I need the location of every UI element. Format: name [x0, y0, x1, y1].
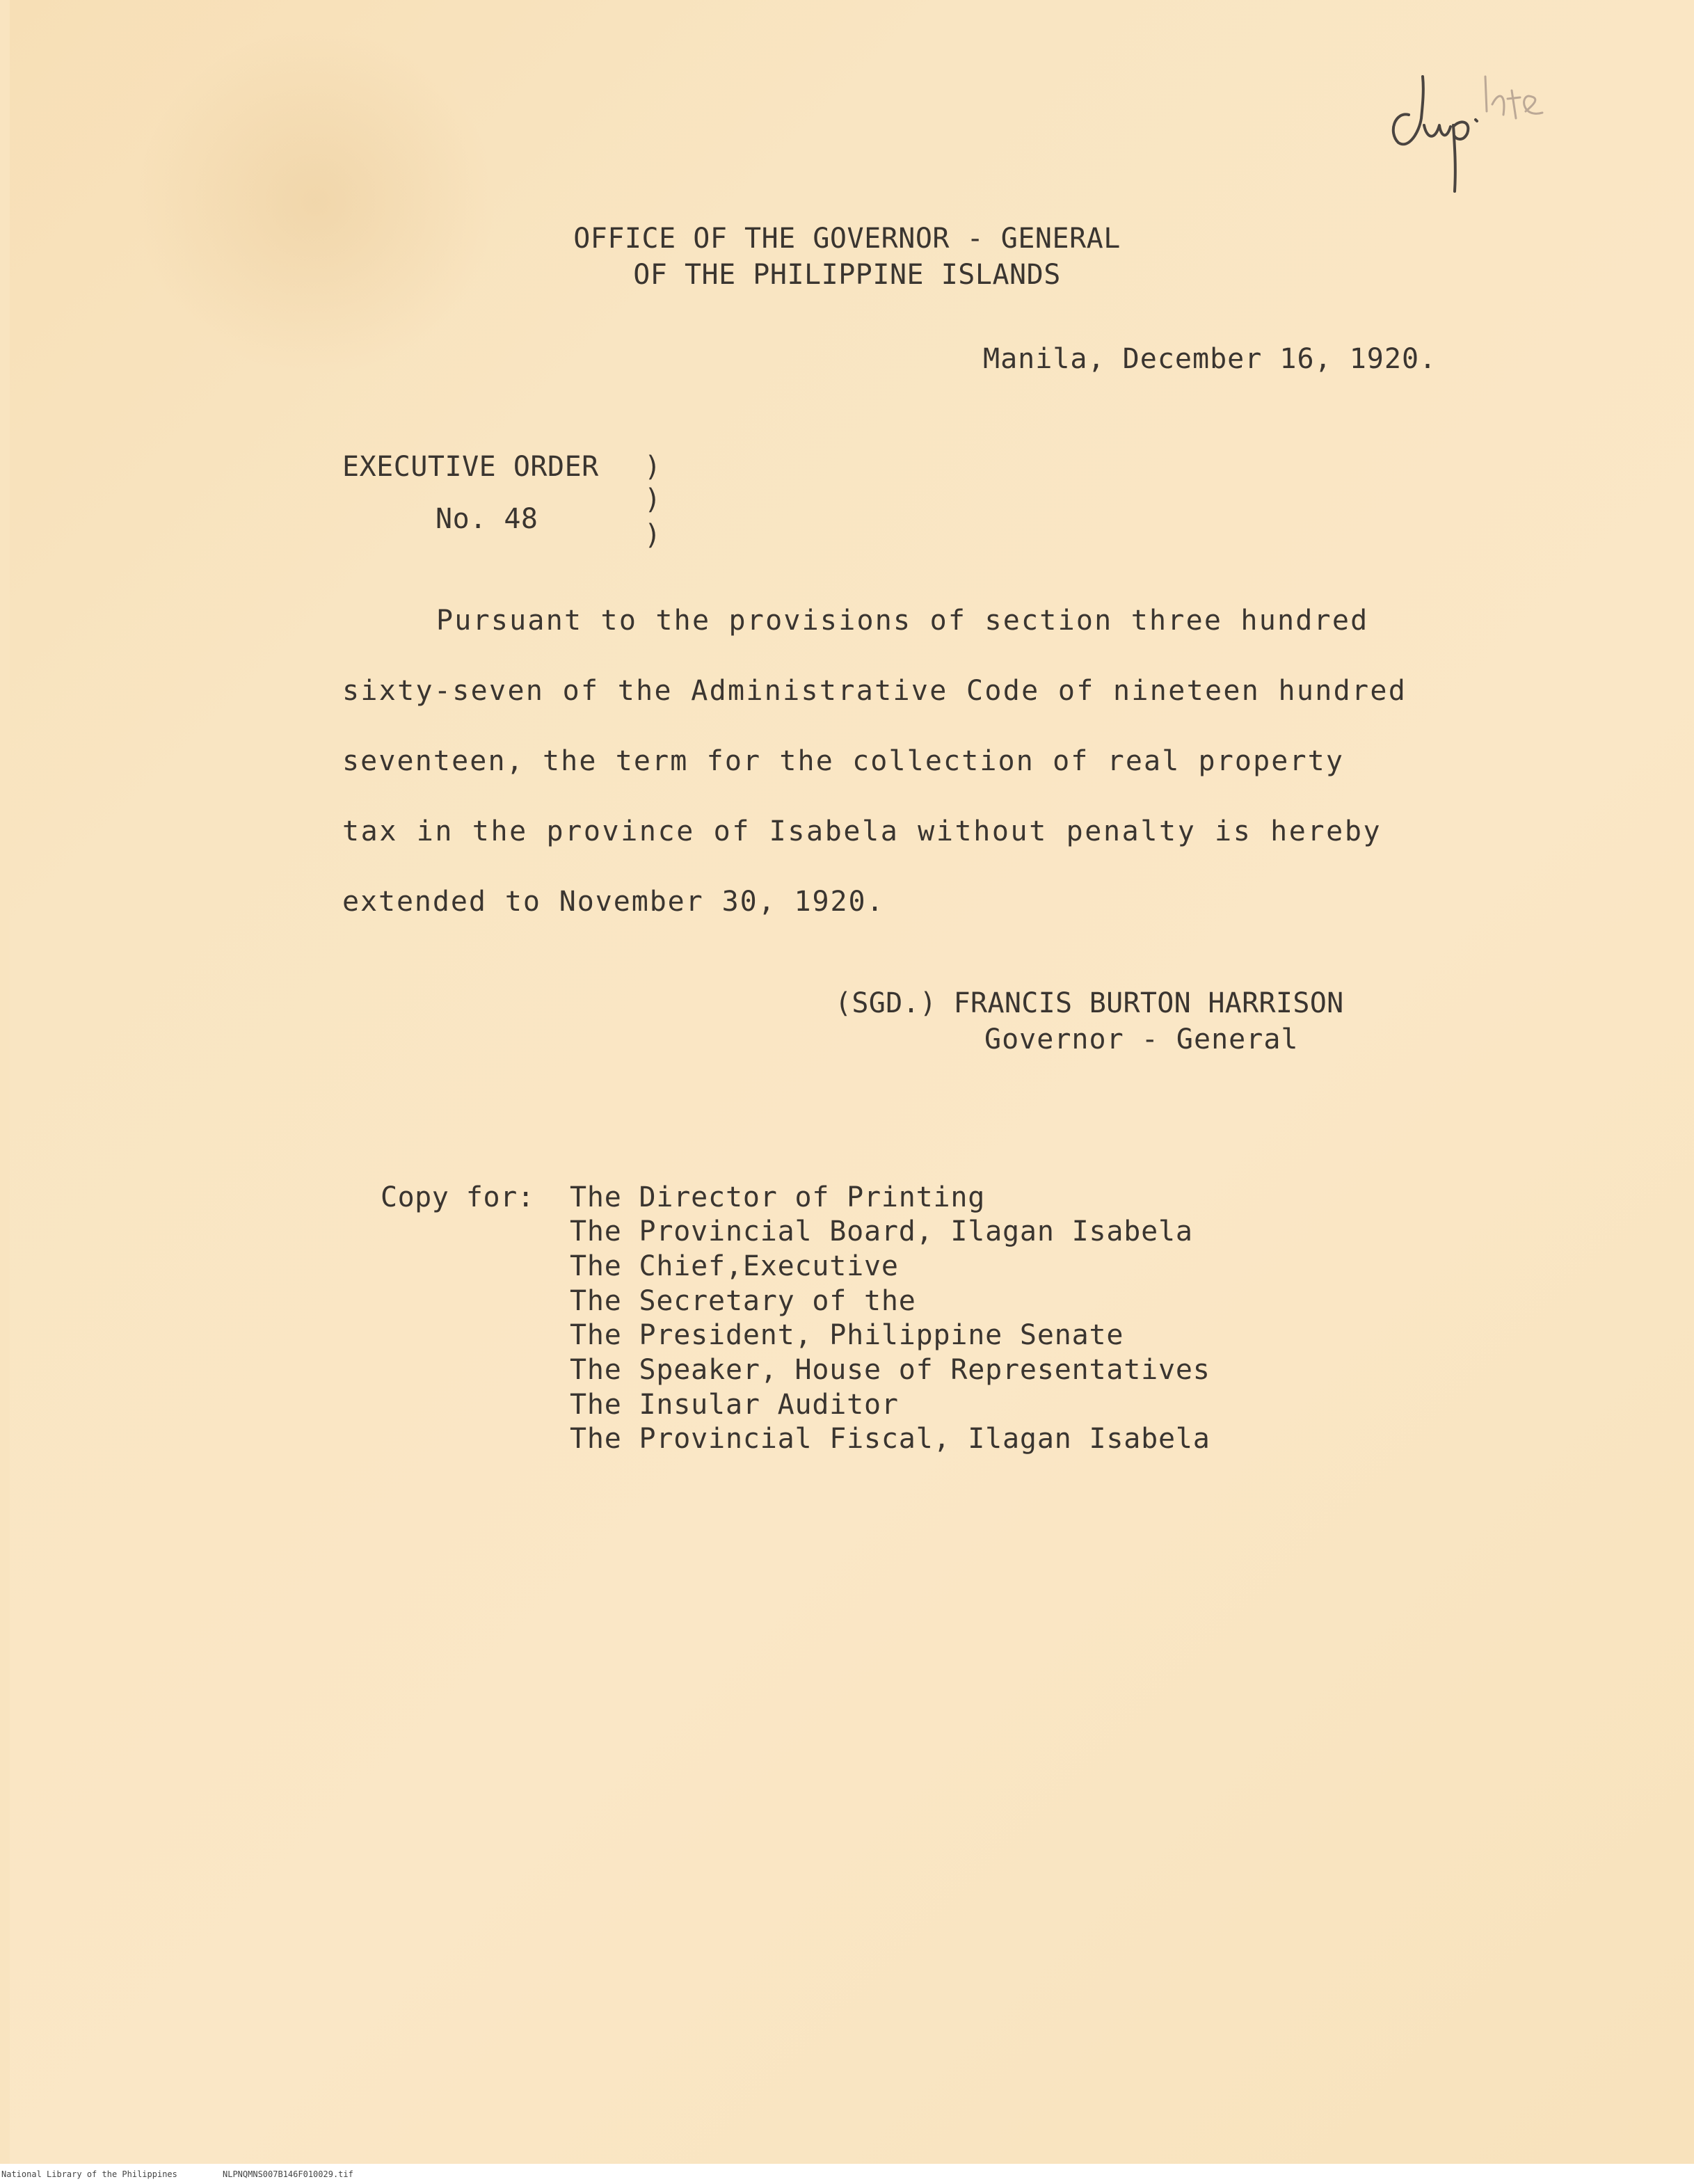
handwritten-annotation [1381, 49, 1562, 209]
footer-source: National Library of the Philippines [1, 2169, 177, 2179]
document-page [10, 0, 1694, 2164]
body-line-3: seventeen, the term for the collection of real property [342, 745, 1345, 777]
dateline: Manila, December 16, 1920. [983, 343, 1437, 375]
copy-recipient: The Secretary of the [570, 1285, 916, 1317]
body-line-5: extended to November 30, 1920. [342, 886, 885, 918]
order-bracket-1: ) [644, 451, 662, 483]
office-header-line1: OFFICE OF THE GOVERNOR - GENERAL [573, 223, 1121, 255]
executive-order-title: EXECUTIVE ORDER [342, 451, 599, 483]
copy-recipient: The President, Philippine Senate [570, 1319, 1124, 1351]
body-line-2: sixty-seven of the Administrative Code of nineteen hundred [342, 675, 1407, 707]
order-bracket-3: ) [644, 519, 662, 551]
copy-recipient: The Speaker, House of Representatives [570, 1354, 1210, 1386]
footer-filename: NLPNQMNS007B146F010029.tif [223, 2169, 353, 2179]
copy-recipient: The Provincial Fiscal, Ilagan Isabela [570, 1423, 1210, 1455]
body-line-4: tax in the province of Isabela without penalty is hereby [342, 815, 1382, 847]
executive-order-number: No. 48 [436, 503, 538, 535]
copy-recipient: The Insular Auditor [570, 1389, 899, 1421]
copy-recipient: The Director of Printing [570, 1181, 986, 1213]
copy-recipient: The Provincial Board, Ilagan Isabela [570, 1215, 1193, 1248]
office-header-line2: OF THE PHILIPPINE ISLANDS [633, 259, 1061, 291]
copy-recipient: The Chief,Executive [570, 1250, 899, 1282]
order-bracket-2: ) [644, 484, 662, 516]
paper-stain [135, 28, 497, 376]
signature-name: (SGD.) FRANCIS BURTON HARRISON [835, 987, 1344, 1019]
copy-for-label: Copy for: [381, 1181, 535, 1213]
body-line-1: Pursuant to the provisions of section three hundred [436, 605, 1369, 637]
signature-title: Governor - General [984, 1023, 1299, 1055]
